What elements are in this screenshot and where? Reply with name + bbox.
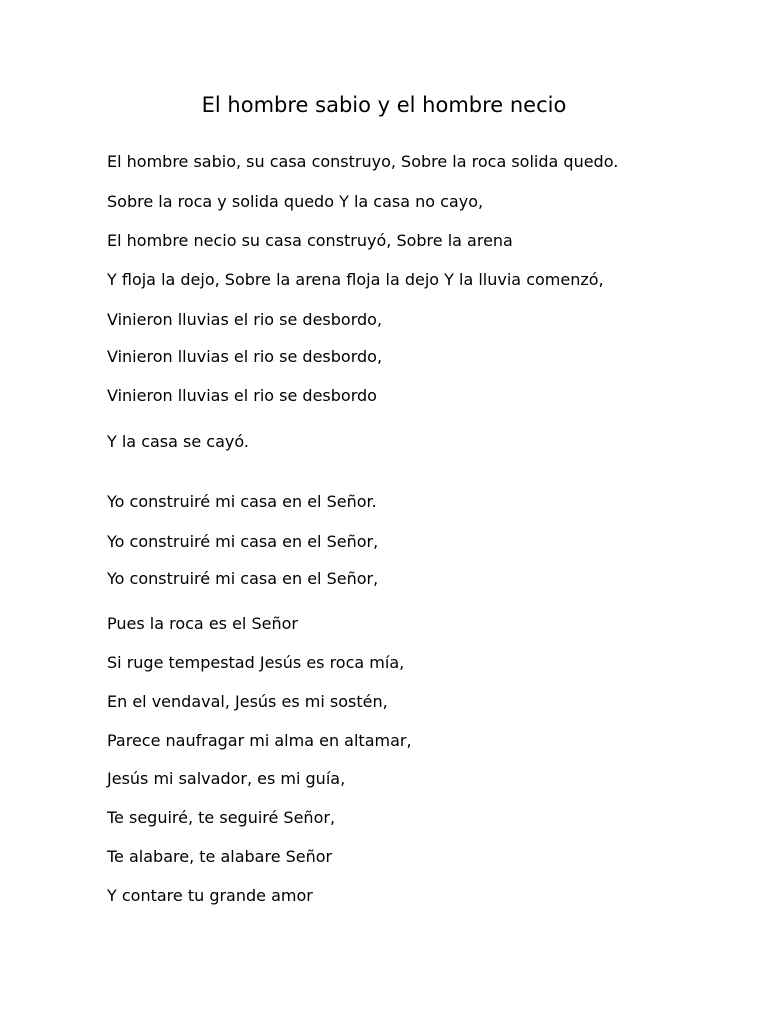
lyric-line: Vinieron lluvias el rio se desbordo, [107, 310, 383, 329]
page-title: El hombre sabio y el hombre necio [201, 93, 567, 117]
lyric-line: El hombre sabio, su casa construyo, Sobre la roca solida quedo. [107, 152, 619, 171]
lyric-line: Parece naufragar mi alma en altamar, [107, 731, 412, 750]
lyric-line: Sobre la roca y solida quedo Y la casa no cayo, [107, 192, 484, 211]
lyric-line: Jesús mi salvador, es mi guía, [107, 769, 346, 788]
lyric-line: Yo construiré mi casa en el Señor, [107, 532, 379, 551]
lyric-line: Yo construiré mi casa en el Señor. [107, 492, 377, 511]
lyric-line: Y la casa se cayó. [107, 432, 249, 451]
lyric-line: En el vendaval, Jesús es mi sostén, [107, 692, 388, 711]
lyric-line: Te alabare, te alabare Señor [107, 847, 333, 866]
lyric-line: Vinieron lluvias el rio se desbordo [107, 386, 377, 405]
lyric-line: Pues la roca es el Señor [107, 614, 298, 633]
lyric-line: Vinieron lluvias el rio se desbordo, [107, 347, 383, 366]
lyric-line: Te seguiré, te seguiré Señor, [107, 808, 336, 827]
lyric-line: Si ruge tempestad Jesús es roca mía, [107, 653, 405, 672]
lyric-line: Y floja la dejo, Sobre la arena floja la dejo Y la lluvia comenzó, [107, 270, 604, 289]
lyric-line: Yo construiré mi casa en el Señor, [107, 569, 379, 588]
lyric-line: El hombre necio su casa construyó, Sobre la arena [107, 231, 513, 250]
lyric-line: Y contare tu grande amor [107, 886, 313, 905]
